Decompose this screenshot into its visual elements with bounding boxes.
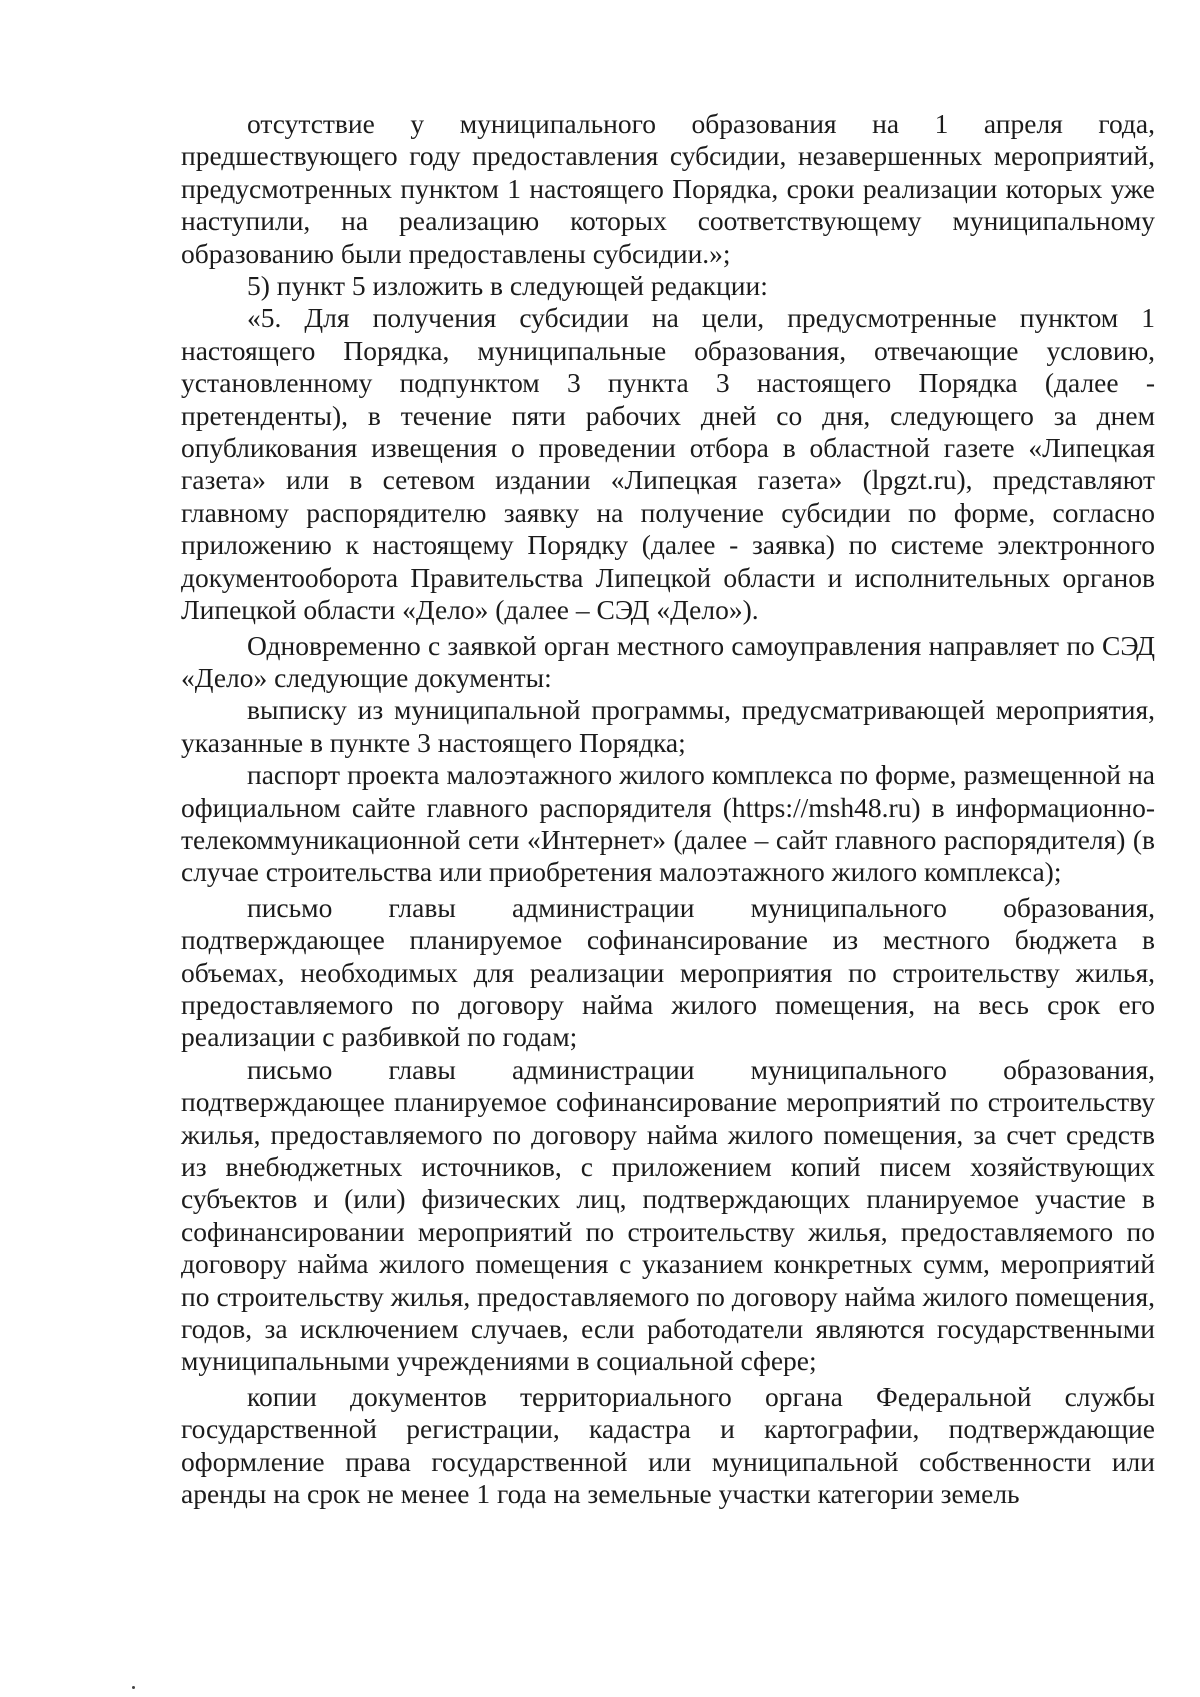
scan-artifact-dot: [132, 1686, 135, 1689]
paragraph-documents-intro: Одновременно с заявкой орган местного самоуправления направляет по СЭД «Дело» следующие документы:: [181, 629, 1155, 693]
paragraph-land-documents: копии документов территориального органа Федеральной службы государственной регистрации, кадастра и картографии, подтверждающие оформление права государственной или муниципальной собственности или аренды на срок не менее 1 года на земельные участки категории земель: [181, 1380, 1155, 1510]
paragraph-project-passport: паспорт проекта малоэтажного жилого комплекса по форме, размещенной на официальном сайте главного распорядителя (https://msh48.ru) в информационно-телекоммуникационной сети «Интернет» (далее – сайт главного распорядителя) (в случае строительства или приобретения малоэтажного жилого комплекса);: [181, 759, 1155, 888]
document-body: [181, 108, 1155, 1510]
paragraph-condition-unfinished-measures: отсутствие у муниципального образования на 1 апреля года, предшествующего году предоставления субсидии, незавершенных мероприятий, предусмотренных пунктом 1 настоящего Порядка, сроки реализации которых уже наступили, на реализацию которых соответствующему муниципальному образованию были предоставлены субсидии.»;: [181, 108, 1155, 269]
paragraph-item-5-amendment: 5) пункт 5 изложить в следующей редакции:: [247, 270, 768, 302]
paragraph-extrabudgetary-letter: письмо главы администрации муниципального образования, подтверждающее планируемое софинансирование мероприятий по строительству жилья, предоставляемого по договору найма жилого помещения, за счет средств из внебюджетных источников, с приложением копий писем хозяйствующих субъектов и (или) физических лиц, подтверждающих планируемое участие в софинансировании мероприятий по строительству жилья, предоставляемого по договору найма жилого помещения с указанием конкретных сумм, мероприятий по строительству жилья, предоставляемого по договору найма жилого помещения, годов, за исключением случаев, если работодатели являются государственными муниципальными учреждениями в социальной сфере;: [181, 1053, 1155, 1377]
paragraph-program-extract: выписку из муниципальной программы, предусматривающей мероприятия, указанные в пункте 3 настоящего Порядка;: [181, 694, 1155, 758]
paragraph-local-budget-letter: письмо главы администрации муниципального образования, подтверждающее планируемое софинансирование из местного бюджета в объемах, необходимых для реализации мероприятия по строительству жилья, предоставляемого по договору найма жилого помещения, на весь срок его реализации с разбивкой по годам;: [181, 891, 1155, 1053]
paragraph-point-5-text: «5. Для получения субсидии на цели, предусмотренные пунктом 1 настоящего Порядка, муниципальные образования, отвечающие условию, установленному подпунктом 3 пункта 3 настоящего Порядка (далее - претенденты), в течение пяти рабочих дней со дня, следующего за днем опубликования извещения о проведении отбора в областной газете «Липецкая газета» или в сетевом издании «Липецкая газета» (lpgzt.ru), представляют главному распорядителю заявку на получение субсидии по форме, согласно приложению к настоящему Порядку (далее - заявка) по системе электронного документооборота Правительства Липецкой области и исполнительных органов Липецкой области «Дело» (далее – СЭД «Дело»).: [181, 302, 1155, 626]
